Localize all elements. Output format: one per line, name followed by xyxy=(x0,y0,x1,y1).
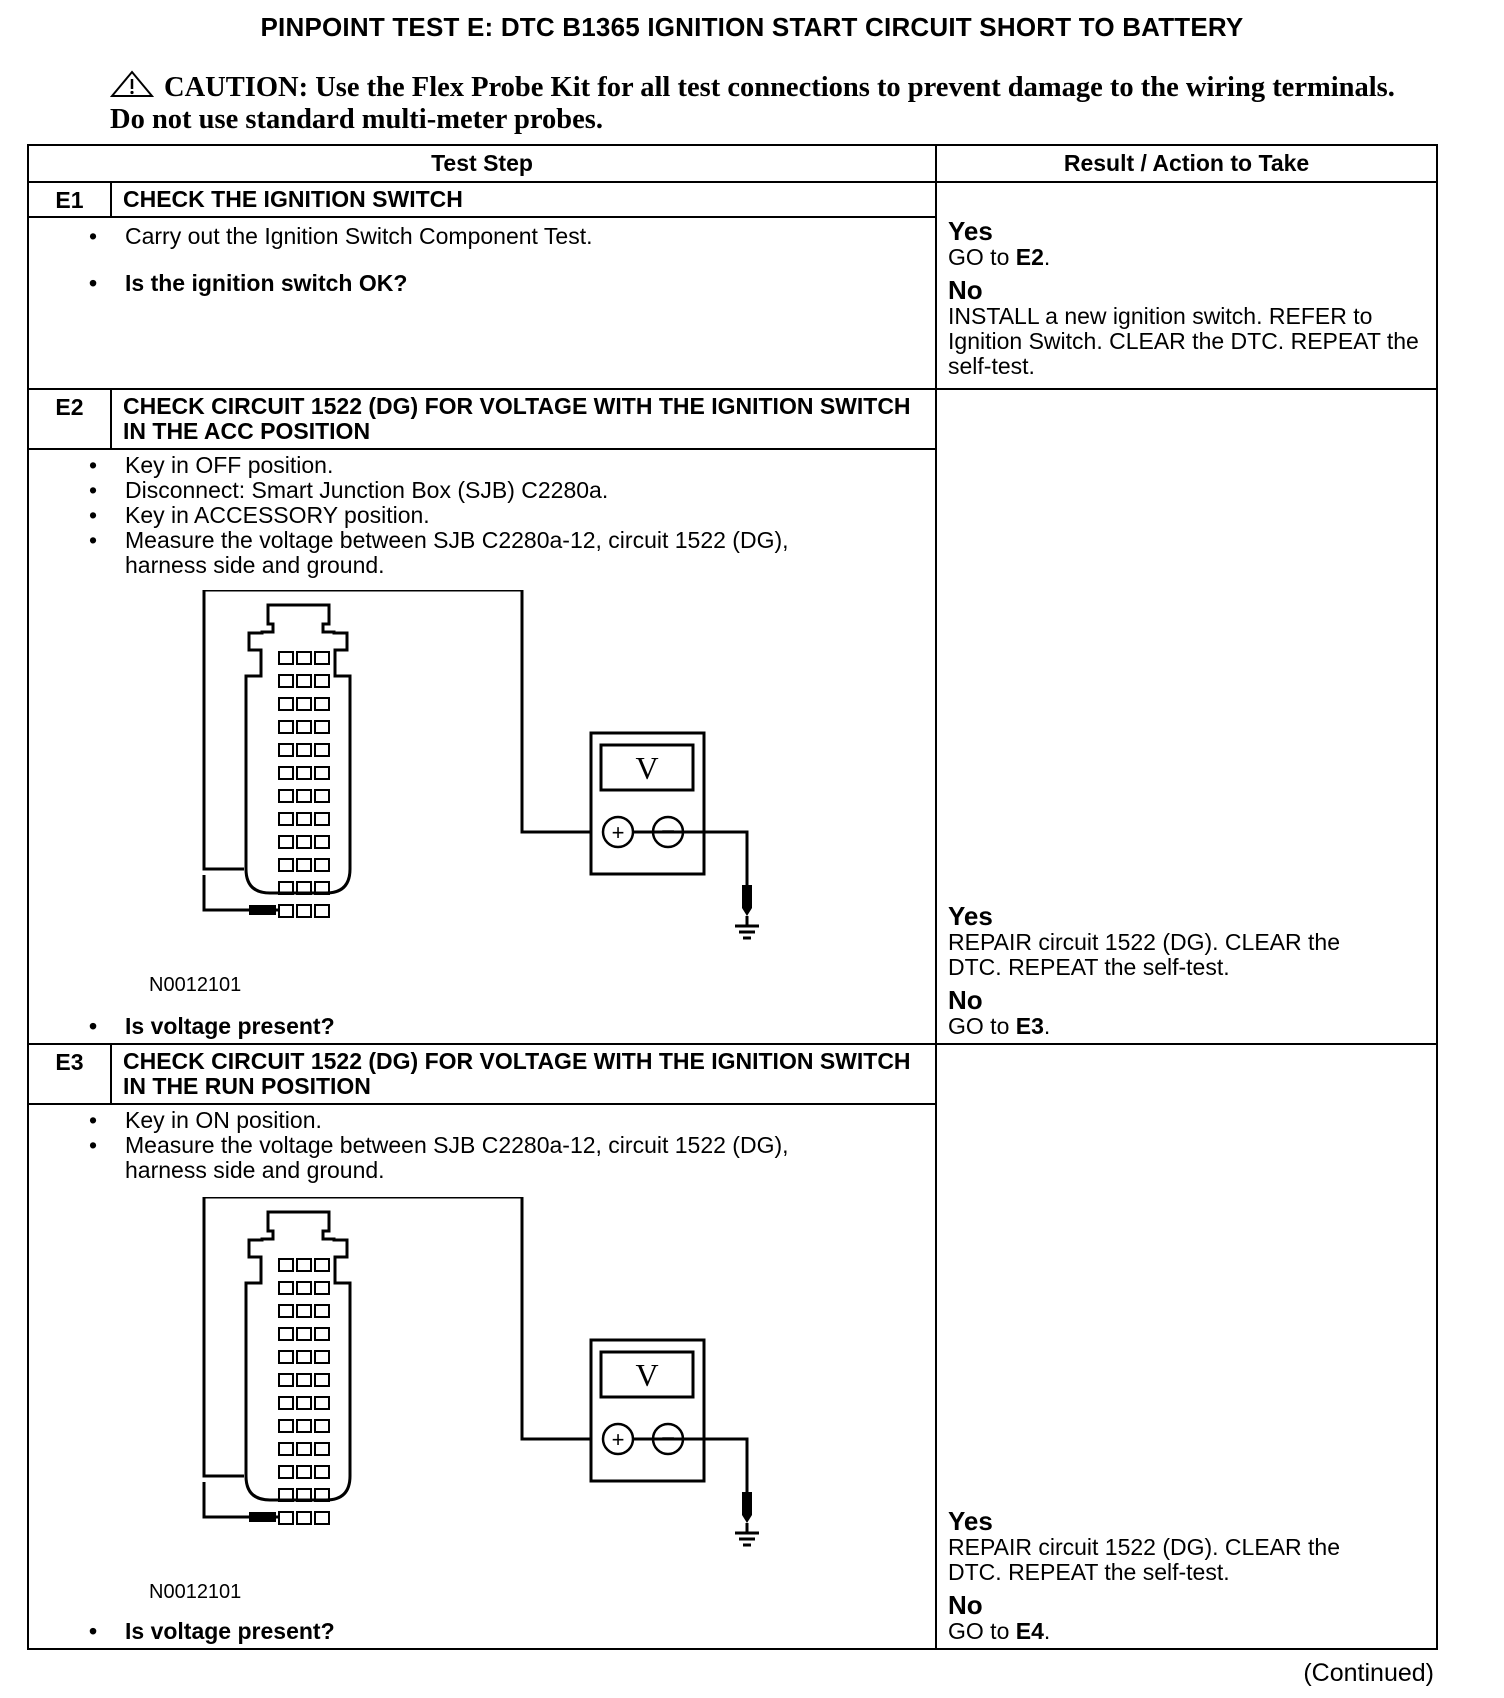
step-question: • Is voltage present? xyxy=(125,1619,335,1644)
list-item: • Disconnect: Smart Junction Box (SJB) C2280a. xyxy=(125,478,825,503)
step-e1-body xyxy=(28,217,936,389)
step-e1-result xyxy=(936,182,1437,389)
step-e2-body xyxy=(28,449,936,1044)
step-e1-title-row xyxy=(28,182,1437,217)
step-e2-title-row xyxy=(28,389,1437,449)
no-label: No xyxy=(948,275,983,305)
step-question: • Is voltage present? xyxy=(125,1014,335,1039)
yes-label: Yes xyxy=(948,901,993,931)
step-title: CHECK CIRCUIT 1522 (DG) FOR VOLTAGE WITH THE IGNITION SWITCH IN THE ACC POSITION xyxy=(111,389,936,449)
no-action: GO to E3. xyxy=(948,1013,1051,1039)
list-item: • Measure the voltage between SJB C2280a-12, circuit 1522 (DG), harness side and ground. xyxy=(125,528,825,578)
continued-note: (Continued) xyxy=(1303,1659,1434,1687)
header-test-step: Test Step xyxy=(28,145,936,182)
step-title: CHECK CIRCUIT 1522 (DG) FOR VOLTAGE WITH THE IGNITION SWITCH IN THE RUN POSITION xyxy=(111,1044,936,1104)
list-item: • Key in ACCESSORY position. xyxy=(125,503,825,528)
step-e3-title-row xyxy=(28,1044,1437,1104)
caution-text: Use the Flex Probe Kit for all test connections to prevent damage to the wiring terminals. Do not use standard multi-meter probes. xyxy=(110,72,1395,135)
no-action: GO to E4. xyxy=(948,1618,1051,1644)
page-title: PINPOINT TEST E: DTC B1365 IGNITION START CIRCUIT SHORT TO BATTERY xyxy=(260,12,1244,42)
warning-icon xyxy=(110,70,154,98)
step-e3-result xyxy=(936,1044,1437,1649)
yes-action: GO to E2. xyxy=(948,244,1051,270)
question-list xyxy=(29,1014,335,1039)
meter-symbol: V xyxy=(635,750,659,786)
yes-action: REPAIR circuit 1522 (DG). CLEAR the DTC. REPEAT the self-test. xyxy=(948,1534,1340,1585)
caution-label: CAUTION: xyxy=(164,72,309,103)
action-list xyxy=(29,453,825,578)
list-item: • Carry out the Ignition Switch Component Test. xyxy=(125,224,935,249)
header-result: Result / Action to Take xyxy=(936,145,1437,182)
action-list xyxy=(29,224,935,296)
step-e3-body xyxy=(28,1104,936,1649)
step-title: CHECK THE IGNITION SWITCH xyxy=(111,182,936,217)
minus-terminal-icon: − xyxy=(660,818,676,845)
action-list xyxy=(29,1108,825,1183)
step-id: E1 xyxy=(28,182,111,217)
yes-label: Yes xyxy=(948,216,993,246)
connector-voltmeter-diagram xyxy=(169,1197,769,1597)
minus-terminal-icon: − xyxy=(660,1425,676,1452)
list-item: • Key in ON position. xyxy=(125,1108,825,1133)
yes-label: Yes xyxy=(948,1506,993,1536)
no-label: No xyxy=(948,985,983,1015)
yes-action: REPAIR circuit 1522 (DG). CLEAR the DTC. REPEAT the self-test. xyxy=(948,929,1340,980)
no-action: INSTALL a new ignition switch. REFER to Ignition Switch. CLEAR the DTC. REPEAT the self-test. xyxy=(948,303,1419,379)
figure-code: N0012101 xyxy=(149,1581,242,1603)
step-id: E2 xyxy=(28,389,111,449)
list-item: • Measure the voltage between SJB C2280a-12, circuit 1522 (DG), harness side and ground. xyxy=(125,1133,825,1183)
step-e2-result xyxy=(936,389,1437,1044)
step-question: • Is the ignition switch OK? xyxy=(125,271,935,296)
plus-terminal-icon: + xyxy=(611,1427,625,1452)
plus-terminal-icon: + xyxy=(611,820,625,845)
list-item: • Key in OFF position. xyxy=(125,453,825,478)
figure-code: N0012101 xyxy=(149,974,242,996)
table-header-row xyxy=(28,145,1437,182)
pinpoint-test-table xyxy=(27,144,1438,1650)
no-label: No xyxy=(948,1590,983,1620)
meter-symbol: V xyxy=(635,1357,659,1393)
step-id: E3 xyxy=(28,1044,111,1104)
caution-notice xyxy=(110,70,1410,136)
connector-voltmeter-diagram xyxy=(169,590,769,990)
question-list xyxy=(29,1619,335,1644)
